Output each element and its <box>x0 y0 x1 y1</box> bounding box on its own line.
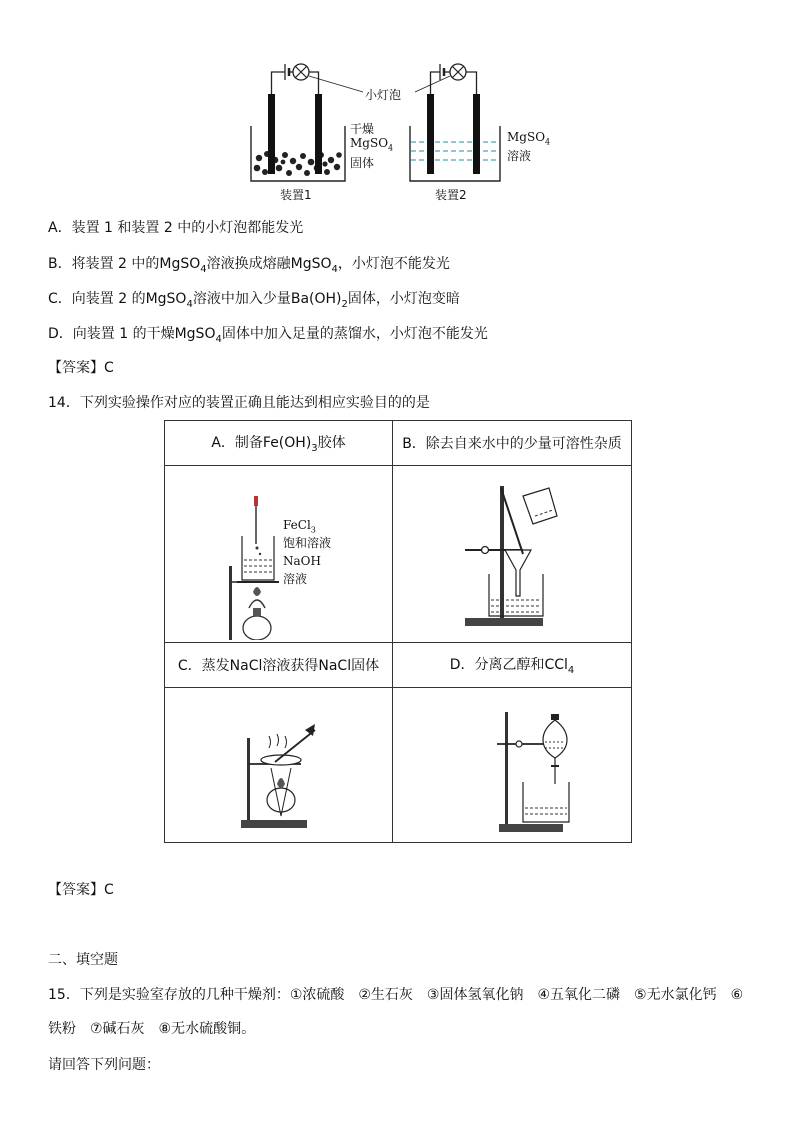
solid-label-line3: 固体 <box>350 156 375 170</box>
question-15-line1: 15．下列是实验室存放的几种干燥剂：①浓硫酸 ②生石灰 ③固体氢氧化钠 ④五氧化二磷 ⑤无水氯化钙 ⑥ <box>48 987 744 1003</box>
question-15-line2: 铁粉 ⑦碱石灰 ⑧无水硫酸铜。 <box>48 1021 256 1037</box>
answer-13: 【答案】C <box>48 360 114 376</box>
device1-label: 装置1 <box>280 188 312 202</box>
question-15-line3: 请回答下列问题： <box>48 1057 160 1073</box>
evaporation-diagram <box>165 688 392 838</box>
figa-naoh-label: NaOH <box>283 554 321 568</box>
option-c-header: C．蒸发NaCl溶液获得NaCl固体 <box>165 643 393 688</box>
option-a-figure <box>165 466 393 643</box>
colloid-apparatus-diagram <box>165 468 392 640</box>
figa-fecl3-label: FeCl$_3$ <box>283 518 316 535</box>
option-b-header: B．除去自来水中的少量可溶性杂质 <box>393 421 632 466</box>
option-c-figure <box>165 688 393 843</box>
option-d-figure <box>393 688 632 843</box>
solid-label-line2: MgSO$_4$ <box>350 136 394 153</box>
figa-solution-label: 溶液 <box>283 572 308 586</box>
section-heading: 二、填空题 <box>48 952 118 968</box>
solid-label-line1: 干燥 <box>350 122 375 136</box>
option-b: B．将装置 2 中的MgSO$_4$溶液换成熔融MgSO$_4$，小灯泡不能发光 <box>48 256 450 275</box>
question-14-stem: 14．下列实验操作对应的装置正确且能达到相应实验目的的是 <box>48 395 430 411</box>
option-c: C．向装置 2 的MgSO$_4$溶液中加入少量$Ba(OH)_2$固体，小灯泡变暗 <box>48 291 460 310</box>
option-d-header: D．分离乙醇和CCl$_4$ <box>393 643 632 688</box>
solution-label-line2: 溶液 <box>507 149 532 163</box>
figa-saturated-label: 饱和溶液 <box>283 536 332 550</box>
answer-14: 【答案】C <box>48 882 114 898</box>
conductivity-figure <box>245 58 565 206</box>
solution-label-line1: MgSO$_4$ <box>507 130 551 147</box>
bulb-label: 小灯泡 <box>365 88 402 102</box>
option-a-header: A．制备$Fe(OH)_3$胶体 <box>165 421 393 466</box>
option-d: D．向装置 1 的干燥MgSO$_4$固体中加入足量的蒸馏水，小灯泡不能发光 <box>48 326 488 345</box>
option-b-figure <box>393 466 632 643</box>
device2-label: 装置2 <box>435 188 467 202</box>
option-a: A．装置 1 和装置 2 中的小灯泡都能发光 <box>48 220 304 236</box>
filtration-diagram <box>393 466 631 638</box>
separatory-funnel-diagram <box>393 688 631 838</box>
q14-options-table <box>164 420 632 843</box>
